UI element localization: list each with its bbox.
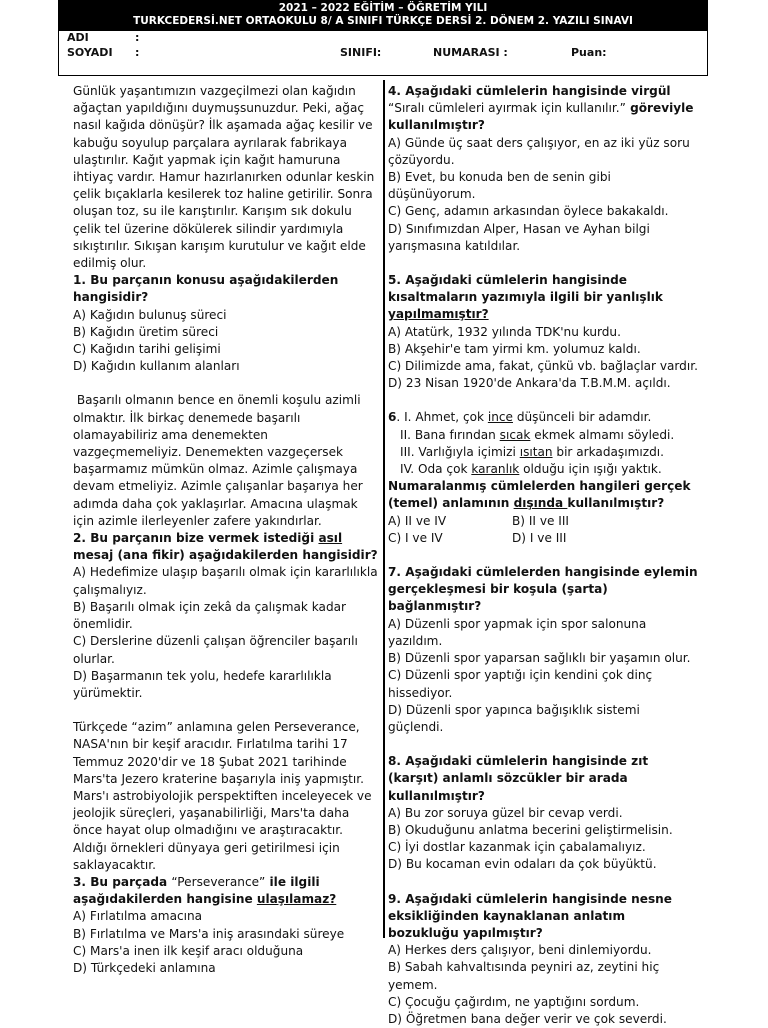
adi-colon: : [135, 31, 140, 44]
passage-2: Başarılı olmanın bence en önemli koşulu azimli olmaktır. İlk birkaç denemede başarılı olamayabiliriz ama denemekten vazgeçmemeliyiz. Denemekten vazgeçersek başarmamız mümkün olmaz. Azimle çalışmaya devam etmeliyiz. Azimle çalışanlar başarıya her adımda daha çok yaklaşırlar. Amacına ulaşmak için azimle ilerleyenler zafere yakındırlar. [73, 393, 367, 528]
question-5-option-d: D) 23 Nisan 1920'de Ankara'da T.B.M.M. açıldı. [388, 376, 671, 391]
question-8-option-a: A) Bu zor soruya güzel bir cevap verdi. [388, 805, 623, 820]
question-6-option-b: B) II ve III [512, 513, 569, 528]
question-2-stem: 2. Bu parçanın bize vermek istediği asıl mesaj (ana fikir) aşağıdakilerden hangisidir? [73, 531, 378, 563]
question-2-option-a: A) Hedefimize ulaşıp başarılı olmak için kararlılıkla çalışmalıyız. [73, 565, 378, 597]
left-column [73, 83, 378, 977]
question-2-option-d: D) Başarmanın tek yolu, hedefe kararlılıkla yürümektir. [73, 668, 332, 700]
adi-label: ADI [67, 31, 89, 44]
column-divider [383, 80, 385, 938]
passage-3: Türkçede “azim” anlamına gelen Perseverance, NASA'nın bir keşif aracıdır. Fırlatılma tarihi 17 Temmuz 2020'dir ve 18 Şubat 2021 tarihinde Mars'ta Jezero kraterine başarıyla iniş yapmıştır. Mars'ı astrobiyolojik perspektiften inceleyecek ve jeolojik süreçleri, yaşanabilirliği, Mars'ta daha önce hayat olup olmadığını ve araştıracaktır. Aldığı örnekleri dünyaya geri getirilmesi için saklayacaktır. [73, 720, 372, 872]
question-4-stem: 4. Aşağıdaki cümlelerin hangisinde virgül “Sıralı cümleleri ayırmak için kullanılır.” göreviyle kullanılmıştır? [388, 84, 694, 133]
question-5-stem: 5. Aşağıdaki cümlelerin hangisinde kısaltmaların yazımıyla ilgili bir yanlışlık yapılmamıştır? [388, 273, 663, 322]
exam-header [58, 0, 708, 76]
sinifi-label: SINIFI: [340, 46, 382, 59]
question-9-option-b: B) Sabah kahvaltısında peyniri az, zeytini hiç yemem. [388, 960, 660, 992]
question-3-option-d: D) Türkçedeki anlamına [73, 960, 216, 975]
question-6-option-c: C) I ve IV [388, 530, 443, 545]
header-year: 2021 – 2022 EĞİTİM – ÖĞRETİM YILI [278, 2, 488, 14]
question-8-option-d: D) Bu kocaman evin odaları da çok büyüktü. [388, 857, 657, 872]
question-4-option-c: C) Genç, adamın arkasından öylece bakakaldı. [388, 204, 669, 219]
question-6-sentence-2: II. Bana fırından sıcak ekmek almamı söyledi. [400, 427, 675, 442]
question-5-option-a: A) Atatürk, 1932 yılında TDK'nu kurdu. [388, 324, 621, 339]
question-8-stem: 8. Aşağıdaki cümlelerin hangisinde zıt (karşıt) anlamlı sözcükler bir arada kullanılmıştır? [388, 754, 649, 803]
soyadi-colon: : [135, 46, 140, 59]
question-1-option-a: A) Kağıdın bulunuş süreci [73, 307, 227, 322]
question-7-option-b: B) Düzenli spor yaparsan sağlıklı bir yaşamın olur. [388, 651, 691, 666]
question-7-option-c: C) Düzenli spor yaptığı için kendini çok dinç hissediyor. [388, 668, 653, 700]
question-5-option-c: C) Dilimizde ama, fakat, çünkü vb. bağlaçlar vardır. [388, 359, 698, 374]
question-1-option-c: C) Kağıdın tarihi gelişimi [73, 342, 221, 357]
question-3-option-a: A) Fırlatılma amacına [73, 909, 203, 924]
question-9-option-c: C) Çocuğu çağırdım, ne yaptığını sordum. [388, 994, 640, 1009]
numarasi-label: NUMARASI : [433, 46, 508, 59]
question-3-stem: 3. Bu parçada “Perseverance” ile ilgili aşağıdakilerden hangisine ulaşılamaz? [73, 874, 337, 907]
question-7-stem: 7. Aşağıdaki cümlelerden hangisinde eylemin gerçekleşmesi bir koşula (şarta) bağlanmıştır? [388, 565, 698, 614]
question-7-option-a: A) Düzenli spor yapmak için spor salonuna yazıldım. [388, 616, 647, 648]
question-6-options-row-2 [388, 530, 698, 547]
question-8-option-c: C) İyi dostlar kazanmak için çabalamalıyız. [388, 840, 646, 855]
question-3-option-b: B) Fırlatılma ve Mars'a iniş arasındaki süreye [73, 926, 345, 941]
question-6-option-a: A) II ve IV [388, 513, 447, 528]
question-6-sentence-3: III. Varlığıyla içimizi ısıtan bir arkadaşımızdı. [400, 444, 664, 459]
question-6-sentence-4: IV. Oda çok karanlık olduğu için ışığı yaktık. [400, 462, 662, 477]
passage-1: Günlük yaşantımızın vazgeçilmezi olan kağıdın ağaçtan yapıldığını duymuşsunuzdur. Peki, ağaç nasıl kağıda dönüşür? İlk aşamada ağaç kesilir ve kabuğu soyulup parçalara ayrılarak fabrikaya ulaştırılır. Kağıt yapmak için kağıt hamuruna ihtiyaç vardır. Hamur hazırlanırken odunlar keskin çelik bıçaklarla kesilerek toz haline getirilir. Sonra oluşan toz, su ile karıştırılır. Karışım sık dokulu çelik tel üzerine dökülerek silindir yardımıyla sıkıştırılır. Sıkışan karışım kurutulur ve kağıt elde edilmiş olur. [73, 84, 375, 271]
header-title-bar [59, 1, 707, 31]
question-9-stem: 9. Aşağıdaki cümlelerin hangisinde nesne eksikliğinden kaynaklanan anlatım bozukluğu yapılmıştır? [388, 891, 672, 940]
question-9-option-d: D) Öğretmen bana değer verir ve çok severdi. [388, 1011, 667, 1026]
question-1-option-d: D) Kağıdın kullanım alanları [73, 359, 240, 374]
question-4-option-b: B) Evet, bu konuda ben de senin gibi düşünüyorum. [388, 170, 611, 202]
question-6-options-row-1 [388, 513, 698, 530]
question-9-option-a: A) Herkes ders çalışıyor, beni dinlemiyordu. [388, 943, 652, 958]
question-2-option-c: C) Derslerine düzenli çalışan öğrenciler başarılı olurlar. [73, 634, 358, 666]
question-1-option-b: B) Kağıdın üretim süreci [73, 324, 219, 339]
question-8-option-b: B) Okuduğunu anlatma becerini geliştirmelisin. [388, 822, 673, 837]
question-6-option-d: D) I ve III [512, 530, 567, 545]
header-exam-title: TURKCEDERSİ.NET ORTAOKULU 8/ A SINIFI TÜRKÇE DERSİ 2. DÖNEM 2. YAZILI SINAVI [133, 15, 633, 27]
question-6-stem: Numaralanmış cümlelerden hangileri gerçek (temel) anlamının dışında kullanılmıştır? [388, 479, 691, 511]
question-5-option-b: B) Akşehir'e tam yirmi km. yolumuz kaldı. [388, 341, 641, 356]
question-3-option-c: C) Mars'a inen ilk keşif aracı olduğuna [73, 943, 304, 958]
puan-label: Puan: [571, 46, 607, 59]
soyadi-label: SOYADI [67, 46, 113, 59]
question-7-option-d: D) Düzenli spor yapınca bağışıklık sistemi güçlendi. [388, 702, 640, 734]
question-4-option-d: D) Sınıfımızdan Alper, Hasan ve Ayhan bilgi yarışmasına katıldılar. [388, 221, 650, 253]
right-column [388, 83, 698, 1028]
question-1-stem: 1. Bu parçanın konusu aşağıdakilerden hangisidir? [73, 273, 339, 305]
question-6-sentence-1: 6. I. Ahmet, çok ince düşünceli bir adamdır. [388, 410, 652, 425]
question-2-option-b: B) Başarılı olmak için zekâ da çalışmak kadar önemlidir. [73, 599, 347, 632]
question-4-option-a: A) Günde üç saat ders çalışıyor, en az iki yüz soru çözüyordu. [388, 135, 690, 167]
